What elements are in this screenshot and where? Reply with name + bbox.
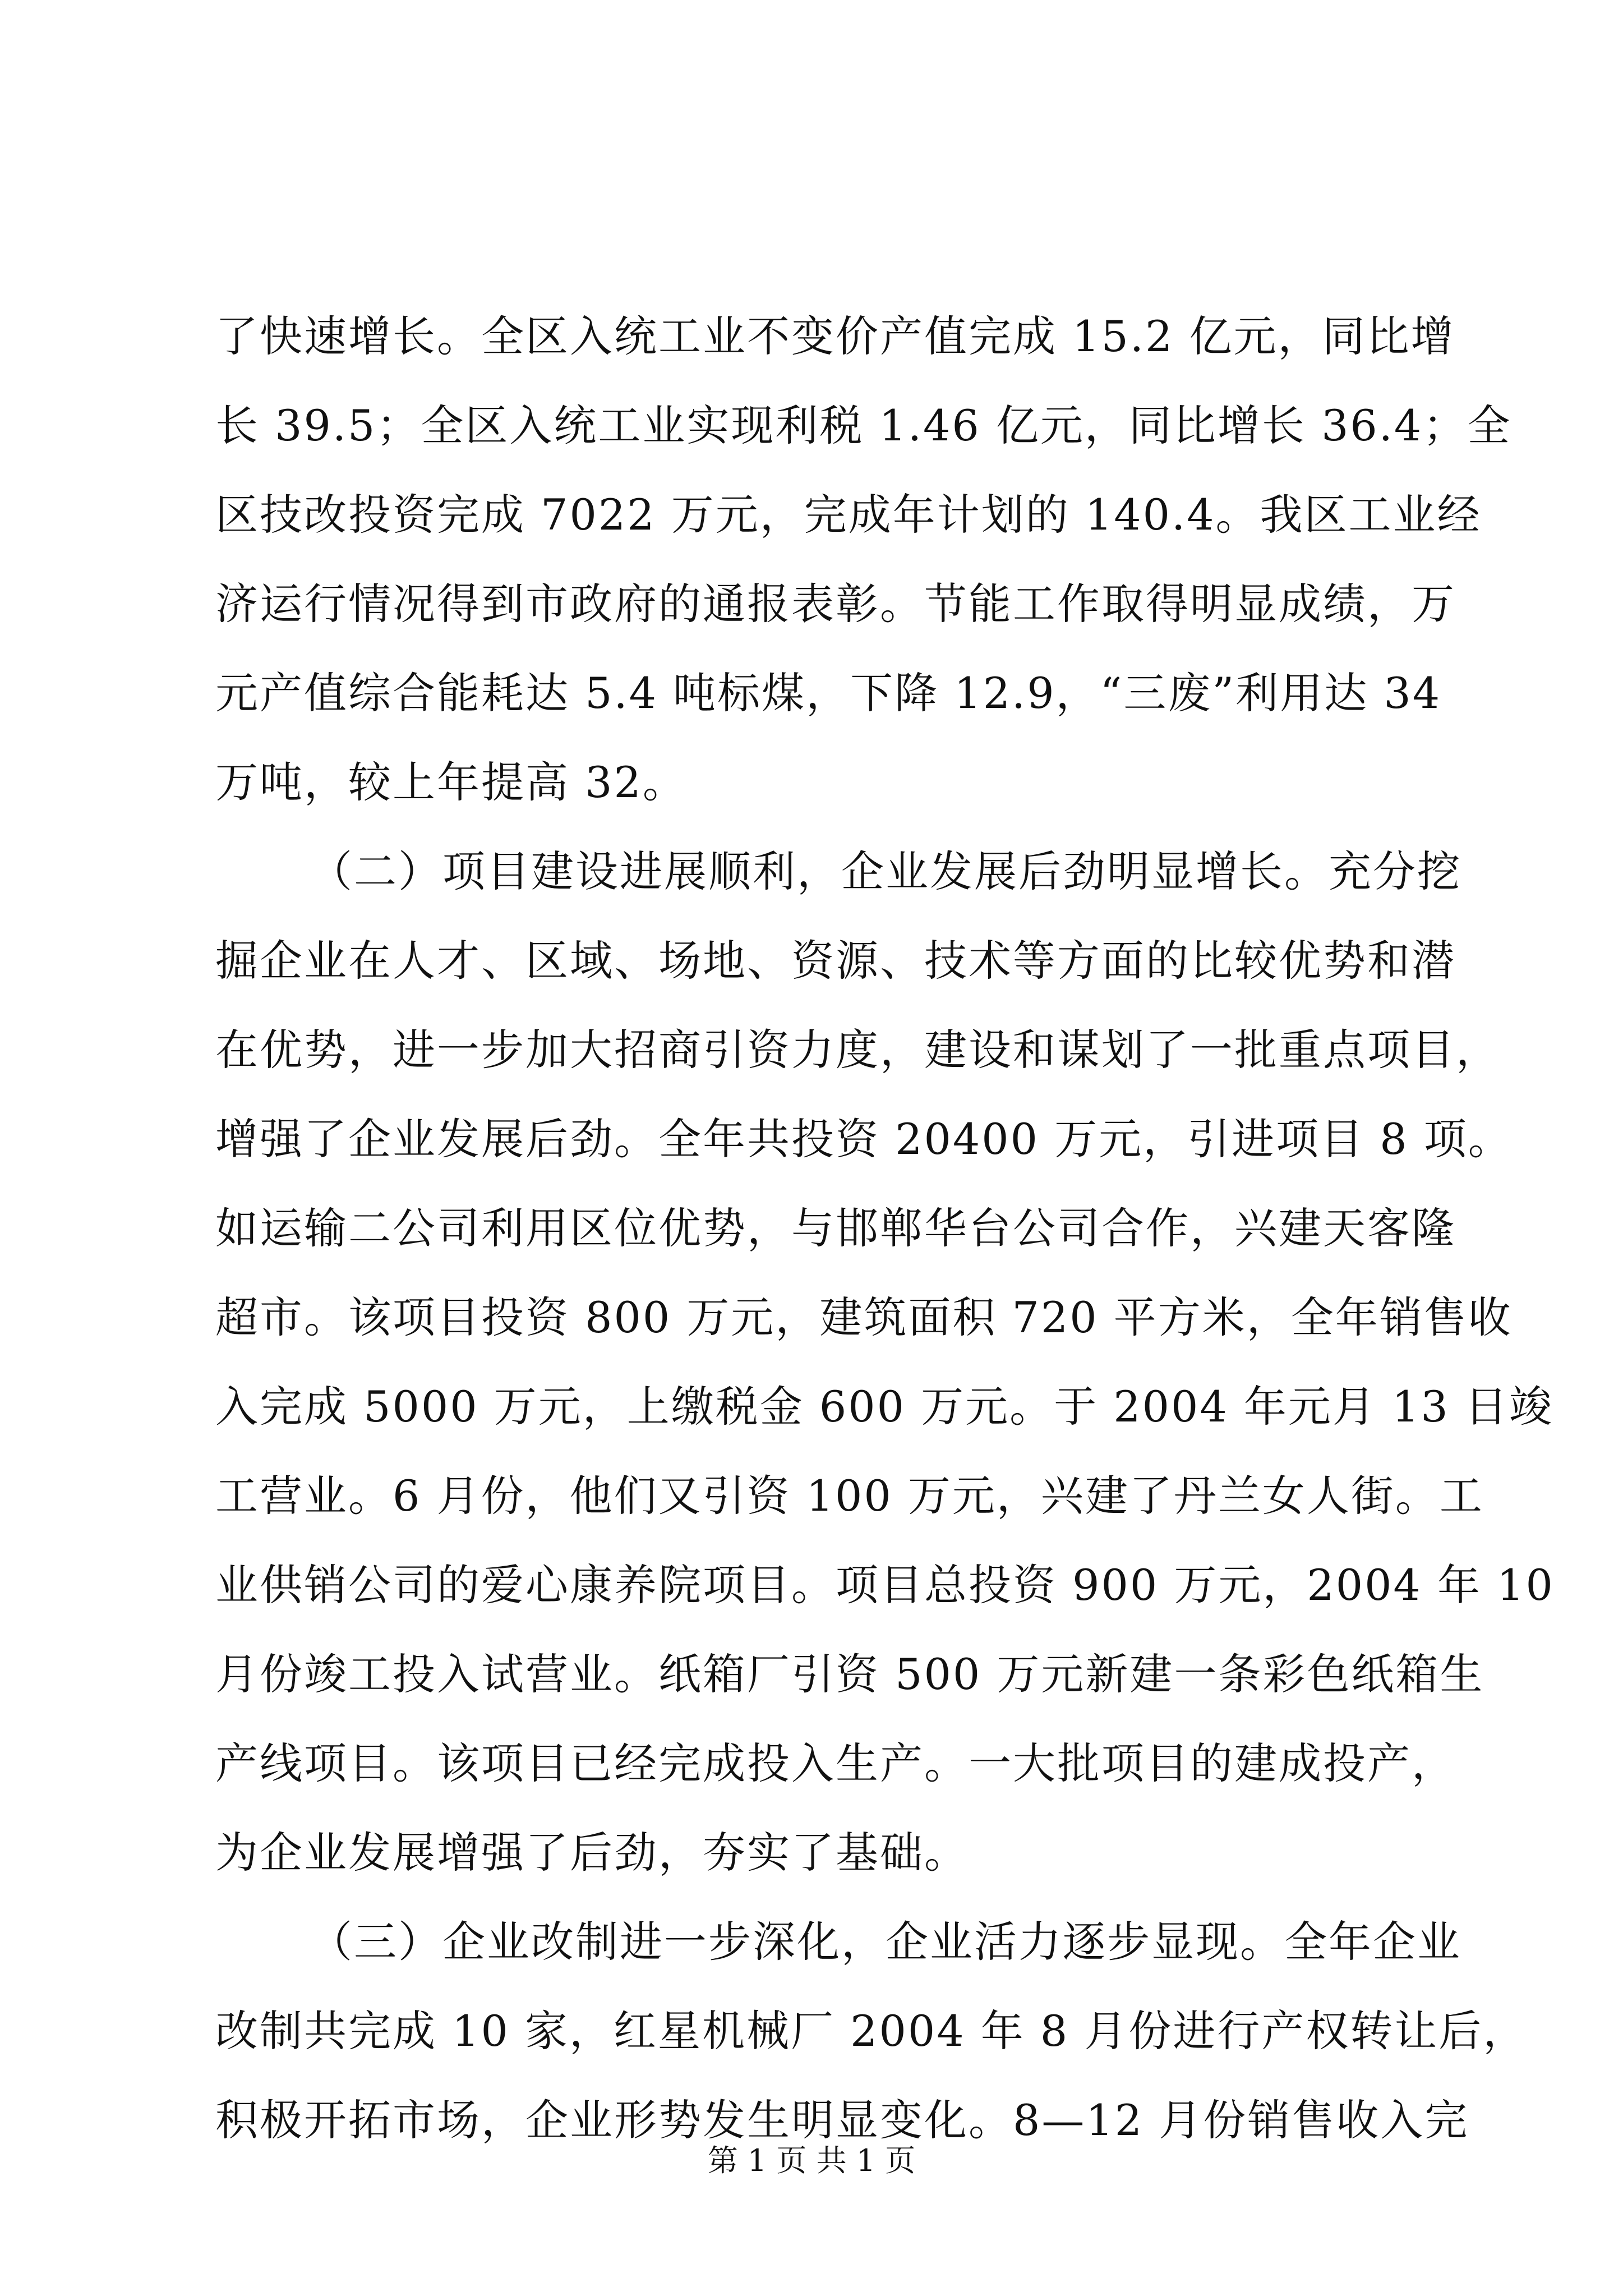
text-line: 在优势，进一步加大招商引资力度，建设和谋划了一批重点项目， (215, 1025, 1500, 1075)
text-line: 工营业。6 月份，他们又引资 100 万元，兴建了丹兰女人街。工 (215, 1471, 1484, 1521)
text-line: 万吨，较上年提高 32。 (215, 757, 687, 807)
paragraph-heading-line: （二）项目建设进展顺利，企业发展后劲明显增长。充分挖 (310, 846, 1461, 896)
text-line: 区技改投资完成 7022 万元，完成年计划的 140.4。我区工业经 (215, 490, 1482, 540)
text-line: 入完成 5000 万元，上缴税金 600 万元。于 2004 年元月 13 日竣 (215, 1382, 1553, 1432)
text-line: 积极开拓市场，企业形势发生明显变化。8—12 月份销售收入完 (215, 2095, 1469, 2145)
text-line: 掘企业在人才、区域、场地、资源、技术等方面的比较优势和潜 (215, 936, 1456, 986)
text-line: 为企业发展增强了后劲，夯实了基础。 (215, 1828, 969, 1878)
text-line: 济运行情况得到市政府的通报表彰。节能工作取得明显成绩，万 (215, 579, 1456, 629)
text-line: 了快速增长。全区入统工业不变价产值完成 15.2 亿元，同比增 (215, 311, 1455, 361)
paragraph-heading-line: （三）企业改制进一步深化，企业活力逐步显现。全年企业 (310, 1917, 1461, 1967)
text-line: 改制共完成 10 家，红星机械厂 2004 年 8 月份进行产权转让后， (215, 2006, 1528, 2056)
text-line: 业供销公司的爱心康养院项目。项目总投资 900 万元，2004 年 10 (215, 1560, 1555, 1610)
text-line: 如运输二公司利用区位优势，与邯郸华台公司合作，兴建天客隆 (215, 1203, 1456, 1253)
page-number-label: 第 1 页 共 1 页 (707, 2143, 916, 2178)
text-line: 月份竣工投入试营业。纸箱厂引资 500 万元新建一条彩色纸箱生 (215, 1649, 1484, 1699)
document-body (215, 292, 1555, 2165)
text-line: 产线项目。该项目已经完成投入生产。一大批项目的建成投产， (215, 1738, 1456, 1788)
text-line: 增强了企业发展后劲。全年共投资 20400 万元，引进项目 8 项。 (215, 1114, 1513, 1164)
page-footer (0, 2138, 1623, 2183)
text-line: 超市。该项目投资 800 万元，建筑面积 720 平方米，全年销售收 (215, 1292, 1513, 1342)
text-line: 元产值综合能耗达 5.4 吨标煤，下降 12.9，“三废”利用达 34 (215, 668, 1442, 718)
text-line: 长 39.5；全区入统工业实现利税 1.46 亿元，同比增长 36.4；全 (215, 401, 1512, 450)
